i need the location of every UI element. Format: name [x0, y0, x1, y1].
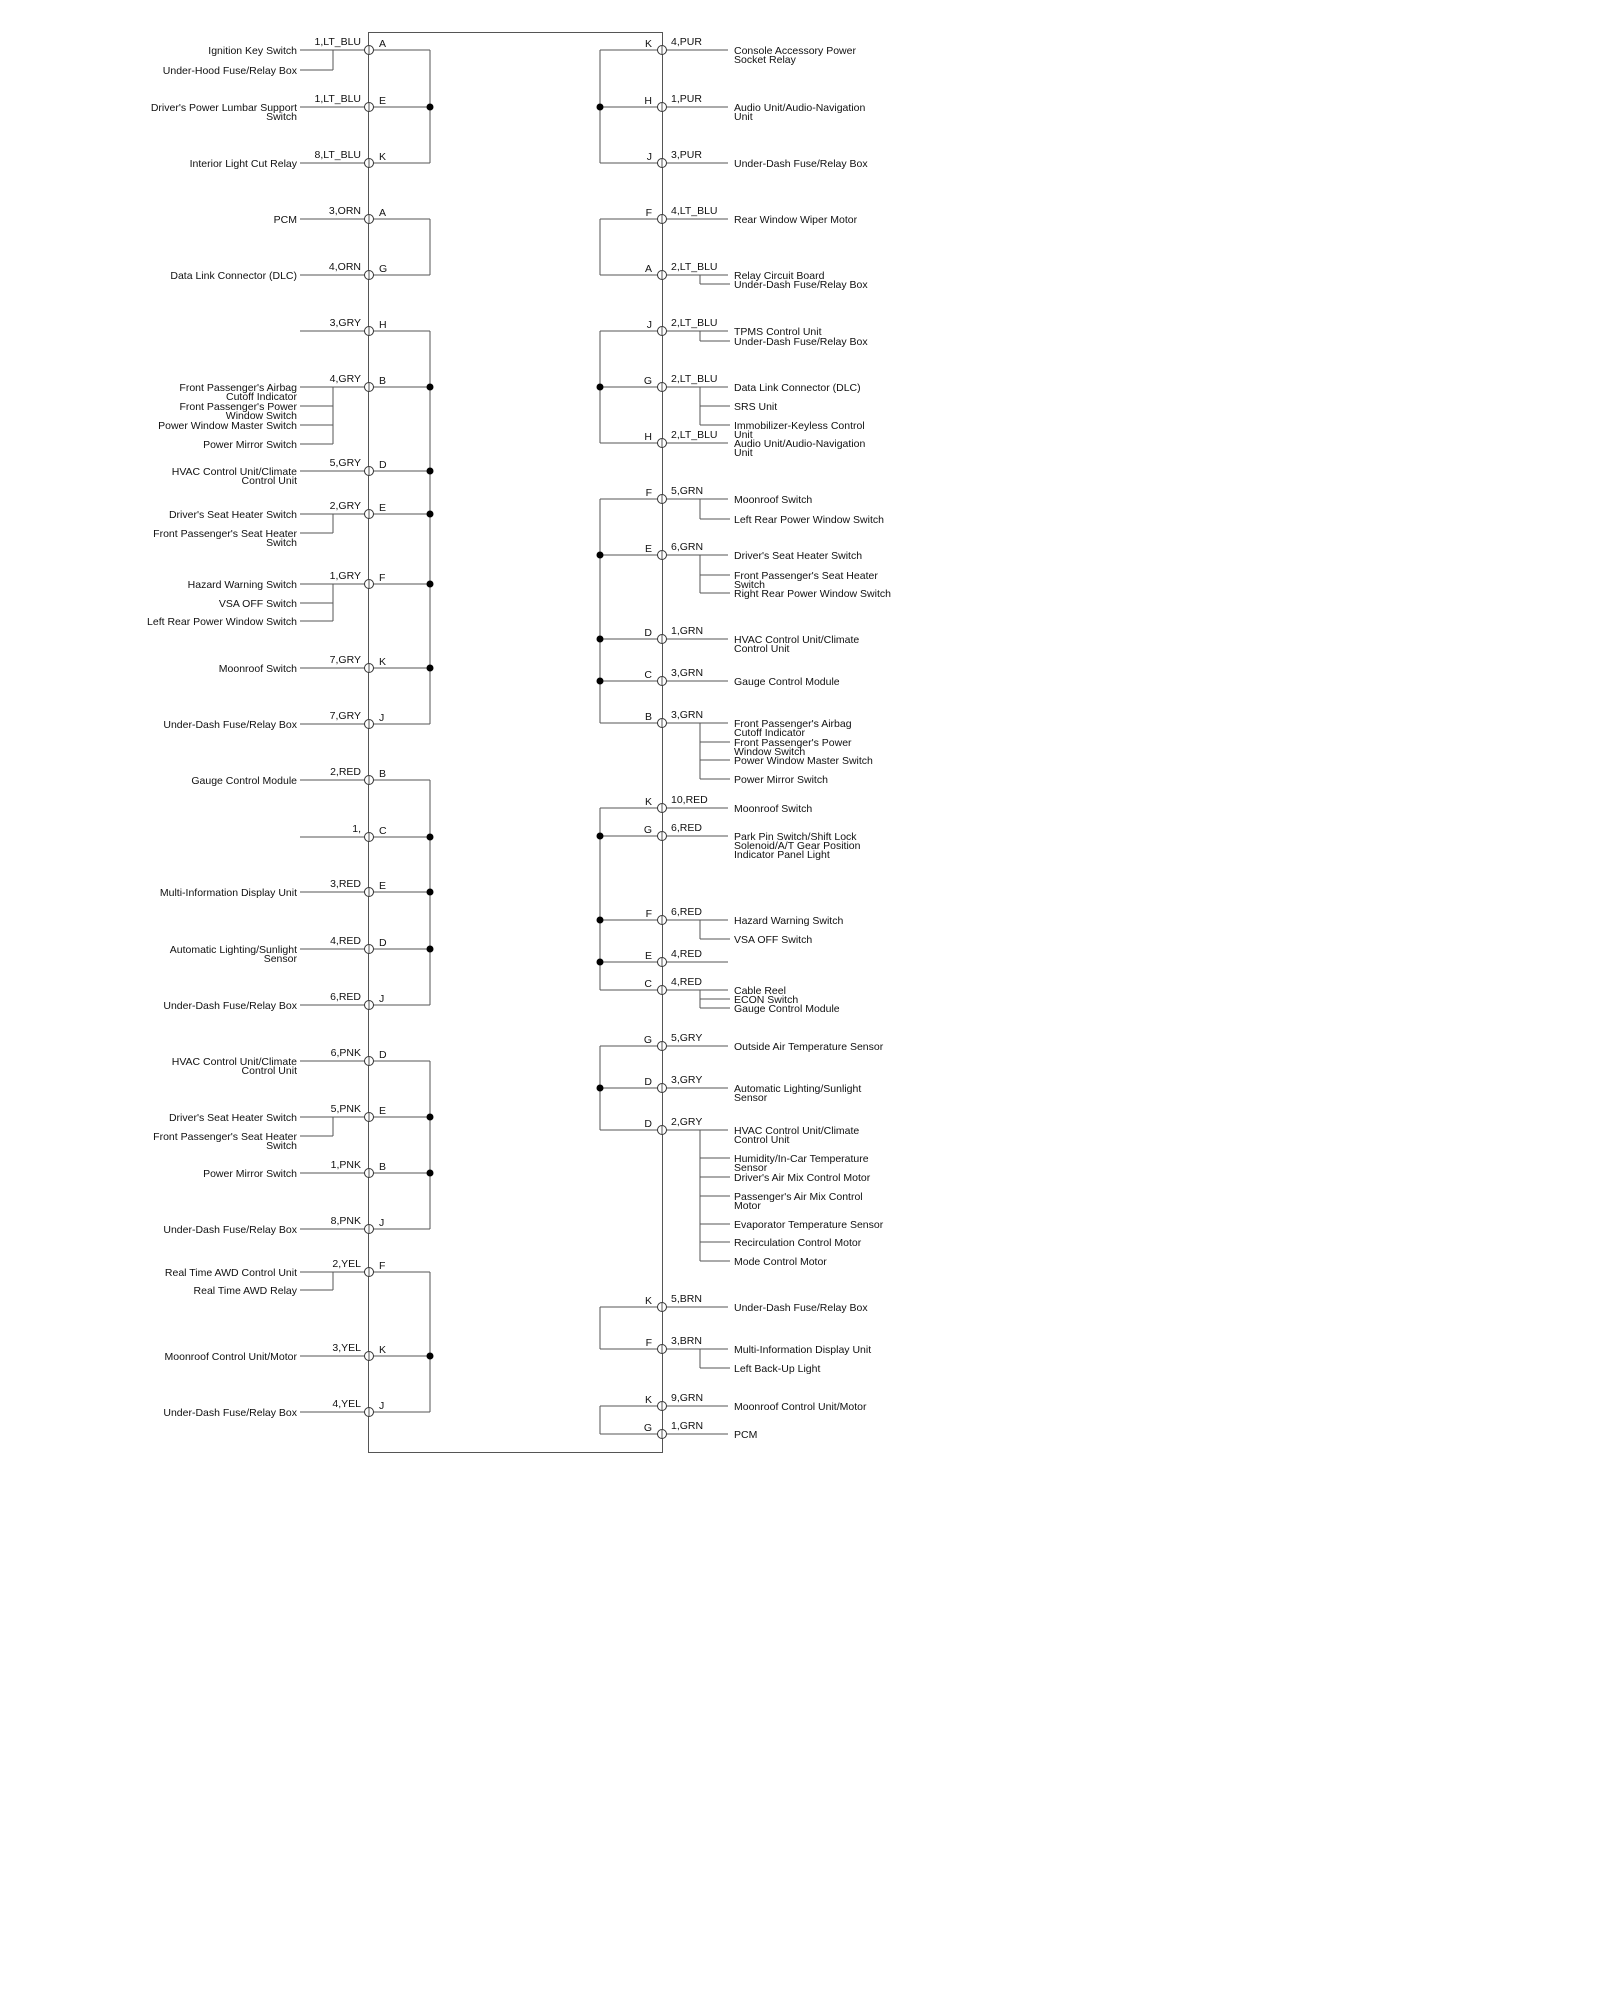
- junction-dot: [427, 665, 434, 672]
- wire-id: 2,RED: [330, 766, 361, 778]
- terminal-left-9: [147, 570, 430, 628]
- component-label: Unit: [734, 429, 753, 441]
- wire-id: 5,GRY: [671, 1032, 703, 1044]
- terminal-right-11: [600, 667, 840, 688]
- wire-id: 2,LT_BLU: [671, 373, 718, 385]
- terminal-left-19: [203, 1159, 430, 1180]
- component-label: Driver's Air Mix Control Motor: [734, 1172, 871, 1184]
- component-label: Under-Dash Fuse/Relay Box: [734, 158, 868, 170]
- wire-id: 2,GRY: [671, 1116, 703, 1128]
- component-label: Rear Window Wiper Motor: [734, 214, 858, 226]
- component-label: Under-Dash Fuse/Relay Box: [163, 719, 297, 731]
- component-label: Window Switch: [734, 746, 806, 758]
- terminal-right-22: [600, 1335, 871, 1375]
- pin-letter: E: [379, 502, 387, 514]
- component-label: Front Passenger's Airbag: [734, 718, 852, 730]
- junction-dot: [427, 1114, 434, 1121]
- component-label: SRS Unit: [734, 401, 778, 413]
- terminal-left-7: [172, 457, 430, 487]
- component-label: Under-Dash Fuse/Relay Box: [163, 1407, 297, 1419]
- wire-id: 6,RED: [671, 906, 702, 918]
- component-label: ECON Switch: [734, 994, 799, 1006]
- wire-id: 1,LT_BLU: [314, 36, 361, 48]
- pin-letter: E: [644, 950, 652, 962]
- wire-id: 10,RED: [671, 794, 708, 806]
- component-label: Audio Unit/Audio-Navigation: [734, 438, 866, 450]
- component-label: Evaporator Temperature Sensor: [734, 1219, 884, 1231]
- pin-letter: G: [643, 1034, 652, 1046]
- pin-letter: C: [644, 669, 652, 681]
- wire-id: 8,PNK: [330, 1215, 361, 1227]
- terminal-right-12: [600, 709, 873, 786]
- pin-letter: F: [379, 1260, 386, 1272]
- pin-letter: F: [645, 487, 652, 499]
- component-label: Under-Hood Fuse/Relay Box: [162, 65, 297, 77]
- component-label: PCM: [273, 214, 297, 226]
- terminal-right-16: [600, 948, 728, 967]
- terminal-left-18: [153, 1103, 430, 1152]
- component-label: Multi-Information Display Unit: [734, 1344, 872, 1356]
- component-label: Automatic Lighting/Sunlight: [734, 1083, 862, 1095]
- pin-letter: D: [379, 937, 387, 949]
- pin-letter: D: [379, 459, 387, 471]
- pin-letter: K: [644, 796, 652, 808]
- pin-letter: E: [644, 543, 652, 555]
- component-label: Under-Dash Fuse/Relay Box: [734, 1302, 868, 1314]
- pin-letter: K: [379, 1344, 387, 1356]
- component-label: Left Back-Up Light: [734, 1363, 821, 1375]
- pin-letter: D: [644, 1118, 652, 1130]
- pin-letter: J: [646, 151, 652, 163]
- terminal-left-13: [300, 823, 430, 842]
- component-label: Window Switch: [225, 410, 297, 422]
- terminal-left-14: [160, 878, 430, 899]
- component-label: Control Unit: [734, 1134, 790, 1146]
- pin-letter: D: [644, 1076, 652, 1088]
- component-label: Left Rear Power Window Switch: [734, 514, 884, 526]
- terminal-left-6: [158, 373, 430, 451]
- terminal-left-23: [163, 1398, 430, 1419]
- component-label: Front Passenger's Power: [179, 401, 297, 413]
- terminal-right-20: [600, 1116, 884, 1268]
- wire-id: 4,YEL: [332, 1398, 361, 1410]
- terminal-right-19: [600, 1074, 861, 1104]
- terminal-left-17: [172, 1047, 430, 1077]
- component-label: Driver's Seat Heater Switch: [734, 550, 863, 562]
- pin-letter: A: [379, 38, 387, 50]
- pin-letter: J: [379, 1400, 385, 1412]
- component-label: Front Passenger's Seat Heater: [153, 528, 297, 540]
- wire-id: 4,PUR: [671, 36, 702, 48]
- pin-letter: D: [379, 1049, 387, 1061]
- pin-letter: E: [379, 880, 387, 892]
- component-label: HVAC Control Unit/Climate: [734, 634, 860, 646]
- component-label: Recirculation Control Motor: [734, 1237, 862, 1249]
- terminal-right-17: [600, 976, 840, 1015]
- component-label: Console Accessory Power: [734, 45, 856, 57]
- component-label: Switch: [266, 111, 297, 123]
- pin-letter: D: [644, 627, 652, 639]
- wire-id: 9,GRN: [671, 1392, 704, 1404]
- component-label: Gauge Control Module: [734, 1003, 840, 1015]
- junction-dot: [427, 581, 434, 588]
- pin-letter: F: [645, 1337, 652, 1349]
- terminal-right-4: [600, 261, 868, 291]
- pin-letter: K: [644, 38, 652, 50]
- component-label: Hazard Warning Switch: [187, 579, 297, 591]
- component-label: Park Pin Switch/Shift Lock: [734, 831, 857, 843]
- junction-dot: [597, 104, 604, 111]
- junction-dot: [597, 384, 604, 391]
- wire-id: 2,LT_BLU: [671, 317, 718, 329]
- right-side-terminals: [597, 36, 892, 1441]
- component-label: Audio Unit/Audio-Navigation: [734, 102, 866, 114]
- wire-id: 5,BRN: [671, 1293, 702, 1305]
- junction-dot: [427, 468, 434, 475]
- component-label: Humidity/In-Car Temperature: [734, 1153, 869, 1165]
- component-label: Moonroof Control Unit/Motor: [734, 1401, 867, 1413]
- pin-letter: K: [379, 151, 387, 163]
- component-label: Under-Dash Fuse/Relay Box: [734, 279, 868, 291]
- terminal-right-0: [600, 36, 856, 66]
- wire-id: 4,RED: [671, 976, 702, 988]
- pin-letter: J: [379, 1217, 385, 1229]
- component-label: PCM: [734, 1429, 758, 1441]
- junction-dot: [597, 636, 604, 643]
- terminal-right-8: [600, 485, 884, 526]
- wire-id: 1,GRN: [671, 1420, 704, 1432]
- component-label: Outside Air Temperature Sensor: [734, 1041, 884, 1053]
- wire-id: 6,PNK: [330, 1047, 361, 1059]
- pin-letter: H: [644, 431, 652, 443]
- pin-letter: H: [644, 95, 652, 107]
- wire-id: 2,GRY: [329, 500, 361, 512]
- junction-dot: [597, 959, 604, 966]
- component-label: VSA OFF Switch: [218, 598, 297, 610]
- component-label: Control Unit: [241, 475, 297, 487]
- component-label: Moonroof Switch: [734, 803, 813, 815]
- terminal-right-18: [600, 1032, 884, 1053]
- component-label: Driver's Seat Heater Switch: [168, 1112, 297, 1124]
- terminal-right-6: [600, 373, 865, 441]
- component-label: Sensor: [263, 953, 297, 965]
- component-label: Unit: [734, 111, 753, 123]
- junction-dot: [427, 511, 434, 518]
- pin-letter: B: [644, 711, 652, 723]
- terminal-left-1: [151, 93, 430, 123]
- component-label: Unit: [734, 447, 753, 459]
- wire-id: 8,LT_BLU: [314, 149, 361, 161]
- pin-letter: F: [645, 908, 652, 920]
- component-label: Front Passenger's Power: [734, 737, 852, 749]
- pin-letter: J: [379, 993, 385, 1005]
- component-label: HVAC Control Unit/Climate: [734, 1125, 860, 1137]
- wire-id: 2,LT_BLU: [671, 261, 718, 273]
- wire-id: 2,YEL: [332, 1258, 361, 1270]
- component-label: Cable Reel: [734, 985, 786, 997]
- wire-id: 3,RED: [330, 878, 361, 890]
- component-label: VSA OFF Switch: [734, 934, 813, 946]
- connector-body: [369, 33, 663, 1453]
- component-label: Sensor: [734, 1092, 768, 1104]
- component-label: Passenger's Air Mix Control: [734, 1191, 863, 1203]
- terminal-left-16: [163, 991, 430, 1012]
- junction-dot: [427, 946, 434, 953]
- terminal-left-0: [163, 36, 430, 77]
- component-label: HVAC Control Unit/Climate: [171, 466, 297, 478]
- component-label: Real Time AWD Control Unit: [164, 1267, 297, 1279]
- component-label: Control Unit: [241, 1065, 297, 1077]
- component-label: Solenoid/A/T Gear Position: [734, 840, 861, 852]
- component-label: Power Window Master Switch: [734, 755, 873, 767]
- junction-dot: [427, 384, 434, 391]
- component-label: Front Passenger's Airbag: [179, 382, 297, 394]
- wire-id: 1,GRY: [329, 570, 361, 582]
- component-label: Real Time AWD Relay: [193, 1285, 297, 1297]
- component-label: Immobilizer-Keyless Control: [734, 420, 865, 432]
- wire-id: 4,LT_BLU: [671, 205, 718, 217]
- component-label: Under-Dash Fuse/Relay Box: [163, 1224, 297, 1236]
- pin-letter: G: [643, 1422, 652, 1434]
- component-label: Data Link Connector (DLC): [170, 270, 297, 282]
- junction-dot: [427, 104, 434, 111]
- terminal-left-12: [191, 766, 430, 787]
- component-label: Moonroof Switch: [734, 494, 813, 506]
- terminal-right-5: [600, 317, 868, 348]
- pin-letter: C: [379, 825, 387, 837]
- pin-letter: G: [643, 375, 652, 387]
- wire-id: 4,RED: [671, 948, 702, 960]
- component-label: Power Mirror Switch: [734, 774, 828, 786]
- terminal-left-3: [274, 205, 430, 226]
- component-label: Mode Control Motor: [734, 1256, 827, 1268]
- component-label: Relay Circuit Board: [734, 270, 825, 282]
- junction-dot: [427, 834, 434, 841]
- terminal-right-23: [600, 1392, 867, 1413]
- pin-letter: K: [379, 656, 387, 668]
- terminal-right-14: [600, 822, 861, 861]
- component-label: Front Passenger's Seat Heater: [734, 570, 878, 582]
- pin-letter: J: [379, 712, 385, 724]
- pin-letter: B: [379, 768, 387, 780]
- wire-id: 7,GRY: [329, 654, 361, 666]
- terminal-left-20: [163, 1215, 430, 1236]
- pin-letter: F: [645, 207, 652, 219]
- terminal-left-21: [165, 1258, 430, 1297]
- terminal-left-8: [153, 500, 430, 549]
- terminal-left-22: [165, 1342, 430, 1363]
- wire-id: 4,ORN: [328, 261, 361, 273]
- terminal-right-9: [600, 541, 891, 600]
- component-label: Socket Relay: [734, 54, 796, 66]
- component-label: Cutoff Indicator: [225, 391, 297, 403]
- pin-letter: K: [644, 1295, 652, 1307]
- junction-dot: [427, 889, 434, 896]
- junction-dot: [597, 678, 604, 685]
- wire-id: 6,RED: [330, 991, 361, 1003]
- wire-id: 3,GRN: [671, 709, 704, 721]
- component-label: Gauge Control Module: [191, 775, 297, 787]
- component-label: Indicator Panel Light: [734, 849, 830, 861]
- wire-id: 3,BRN: [671, 1335, 702, 1347]
- wire-id: 2,LT_BLU: [671, 429, 718, 441]
- terminal-right-7: [600, 429, 865, 459]
- component-label: Data Link Connector (DLC): [734, 382, 861, 394]
- pin-letter: F: [379, 572, 386, 584]
- component-label: Switch: [734, 579, 765, 591]
- pin-letter: C: [644, 978, 652, 990]
- junction-dot: [427, 1353, 434, 1360]
- wire-id: 6,GRN: [671, 541, 704, 553]
- terminal-left-10: [219, 654, 430, 675]
- pin-letter: G: [643, 824, 652, 836]
- junction-dot: [597, 552, 604, 559]
- component-label: Under-Dash Fuse/Relay Box: [163, 1000, 297, 1012]
- component-label: Switch: [266, 1140, 297, 1152]
- component-label: Left Rear Power Window Switch: [147, 616, 297, 628]
- component-label: Cutoff Indicator: [734, 727, 806, 739]
- junction-dot: [597, 833, 604, 840]
- component-label: TPMS Control Unit: [734, 326, 822, 338]
- wire-id: 4,GRY: [329, 373, 361, 385]
- wire-id: 1,PNK: [330, 1159, 361, 1171]
- terminal-right-3: [600, 205, 858, 226]
- component-label: Gauge Control Module: [734, 676, 840, 688]
- pin-letter: A: [379, 207, 387, 219]
- component-label: Driver's Seat Heater Switch: [168, 509, 297, 521]
- terminal-right-2: [600, 149, 868, 170]
- pin-letter: G: [379, 263, 388, 275]
- pin-letter: A: [644, 263, 652, 275]
- junction-dot: [427, 1170, 434, 1177]
- wire-id: 1,GRN: [671, 625, 704, 637]
- component-label: Automatic Lighting/Sunlight: [169, 944, 297, 956]
- terminal-right-13: [600, 794, 812, 815]
- component-label: Power Mirror Switch: [203, 1168, 297, 1180]
- left-side-terminals: [147, 36, 433, 1419]
- pin-letter: H: [379, 319, 387, 331]
- component-label: Under-Dash Fuse/Relay Box: [734, 336, 868, 348]
- component-label: Moonroof Switch: [218, 663, 297, 675]
- wire-id: 7,GRY: [329, 710, 361, 722]
- terminal-right-1: [600, 93, 865, 123]
- terminal-right-21: [600, 1293, 868, 1314]
- component-label: Ignition Key Switch: [208, 45, 297, 57]
- component-label: Motor: [734, 1200, 761, 1212]
- wire-id: 5,GRY: [329, 457, 361, 469]
- terminal-left-2: [190, 149, 430, 170]
- component-label: Control Unit: [734, 643, 790, 655]
- terminal-right-24: [600, 1420, 757, 1441]
- component-label: Hazard Warning Switch: [734, 915, 844, 927]
- wire-id: 1,LT_BLU: [314, 93, 361, 105]
- wire-id: 3,YEL: [332, 1342, 361, 1354]
- terminal-left-15: [170, 935, 430, 965]
- pin-letter: B: [379, 375, 387, 387]
- pin-letter: K: [644, 1394, 652, 1406]
- wire-id: 5,PNK: [330, 1103, 361, 1115]
- pin-letter: B: [379, 1161, 387, 1173]
- terminal-left-11: [163, 710, 430, 731]
- terminal-right-15: [600, 906, 843, 946]
- component-label: Power Mirror Switch: [203, 439, 297, 451]
- terminal-left-5: [300, 317, 430, 336]
- wire-id: 3,GRY: [671, 1074, 703, 1086]
- component-label: HVAC Control Unit/Climate: [171, 1056, 297, 1068]
- component-label: Moonroof Control Unit/Motor: [164, 1351, 297, 1363]
- component-label: Multi-Information Display Unit: [159, 887, 297, 899]
- component-label: Interior Light Cut Relay: [189, 158, 297, 170]
- component-label: Power Window Master Switch: [158, 420, 297, 432]
- component-label: Front Passenger's Seat Heater: [153, 1131, 297, 1143]
- wire-id: 3,ORN: [328, 205, 361, 217]
- wire-id: 3,PUR: [671, 149, 702, 161]
- wire-id: 6,RED: [671, 822, 702, 834]
- terminal-left-4: [170, 261, 430, 282]
- pin-letter: J: [646, 319, 652, 331]
- wire-id: 3,GRN: [671, 667, 704, 679]
- wire-id: 5,GRN: [671, 485, 704, 497]
- junction-dot: [597, 1085, 604, 1092]
- junction-dot: [597, 917, 604, 924]
- wire-id: 1,: [352, 823, 361, 835]
- wire-id: 4,RED: [330, 935, 361, 947]
- component-label: Sensor: [734, 1162, 768, 1174]
- component-label: Driver's Power Lumbar Support: [150, 102, 297, 114]
- wire-id: 3,GRY: [329, 317, 361, 329]
- wire-id: 1,PUR: [671, 93, 702, 105]
- pin-letter: E: [379, 95, 387, 107]
- component-label: Switch: [266, 537, 297, 549]
- component-label: Right Rear Power Window Switch: [734, 588, 891, 600]
- pin-letter: E: [379, 1105, 387, 1117]
- terminal-right-10: [600, 625, 859, 655]
